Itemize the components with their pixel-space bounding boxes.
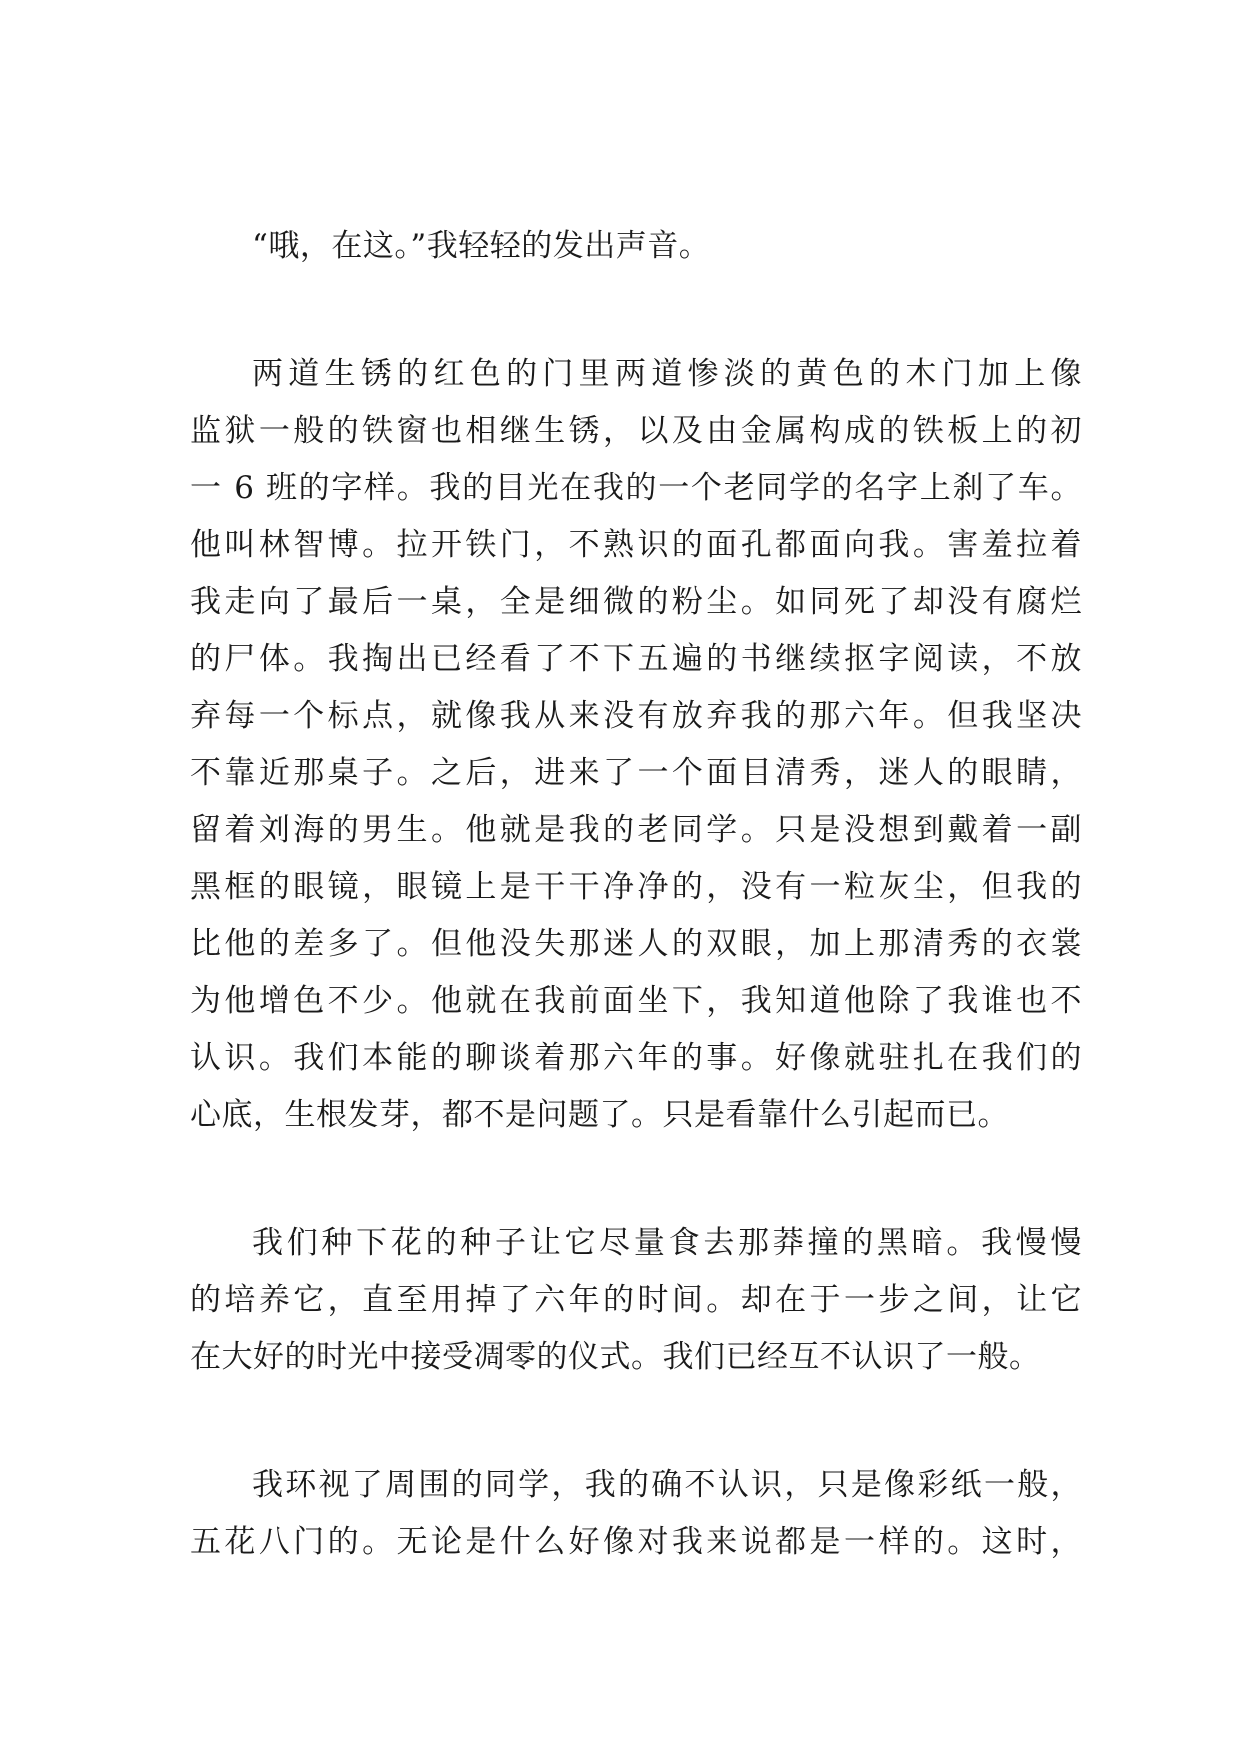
text-line: 比他的差多了。但他没失那迷人的双眼，加上那清秀的衣裳 [190, 926, 1082, 962]
text-line: 他叫林智博。拉开铁门，不熟识的面孔都面向我。害羞拉着 [190, 527, 1082, 563]
text-line: 的培养它，直至用掉了六年的时间。却在于一步之间，让它 [190, 1282, 1082, 1318]
text-line: 的尸体。我掏出已经看了不下五遍的书继续抠字阅读，不放 [190, 641, 1082, 677]
text-line: 我走向了最后一桌，全是细微的粉尘。如同死了却没有腐烂 [190, 584, 1082, 620]
text-line: 我们种下花的种子让它尽量食去那莽撞的黑暗。我慢慢 [252, 1225, 1082, 1261]
text-line: 留着刘海的男生。他就是我的老同学。只是没想到戴着一副 [190, 812, 1082, 848]
text-line: 黑框的眼镜，眼镜上是干干净净的，没有一粒灰尘，但我的 [190, 869, 1082, 905]
paragraph-gap [190, 1386, 1082, 1457]
text-line: 两道生锈的红色的门里两道惨淡的黄色的木门加上像 [252, 356, 1082, 392]
text-line: 心底，生根发芽，都不是问题了。只是看靠什么引起而已。 [190, 1097, 1009, 1133]
text-line: 认识。我们本能的聊谈着那六年的事。好像就驻扎在我们的 [190, 1040, 1082, 1076]
text-line: 不靠近那桌子。之后，进来了一个面目清秀，迷人的眼睛， [190, 755, 1082, 791]
text-line: 弃每一个标点，就像我从来没有放弃我的那六年。但我坚决 [190, 698, 1082, 734]
text-line: 监狱一般的铁窗也相继生锈，以及由金属构成的铁板上的初 [190, 413, 1082, 449]
text-line: “哦，在这。”我轻轻的发出声音。 [252, 228, 711, 264]
paragraph-2 [190, 346, 1082, 1144]
text-line: 五花八门的。无论是什么好像对我来说都是一样的。这时， [190, 1524, 1082, 1560]
paragraph-1 [190, 218, 1082, 275]
paragraph-3 [190, 1215, 1082, 1386]
text-line: 在大好的时光中接受凋零的仪式。我们已经互不认识了一般。 [190, 1339, 1041, 1375]
paragraph-4 [190, 1457, 1082, 1571]
text-line: 一 6 班的字样。我的目光在我的一个老同学的名字上刹了车。 [190, 470, 1082, 506]
paragraph-gap [190, 1144, 1082, 1215]
text-line: 为他增色不少。他就在我前面坐下，我知道他除了我谁也不 [190, 983, 1082, 1019]
document-body [190, 218, 1082, 1571]
text-line: 我环视了周围的同学，我的确不认识，只是像彩纸一般， [252, 1467, 1082, 1503]
paragraph-gap [190, 275, 1082, 346]
